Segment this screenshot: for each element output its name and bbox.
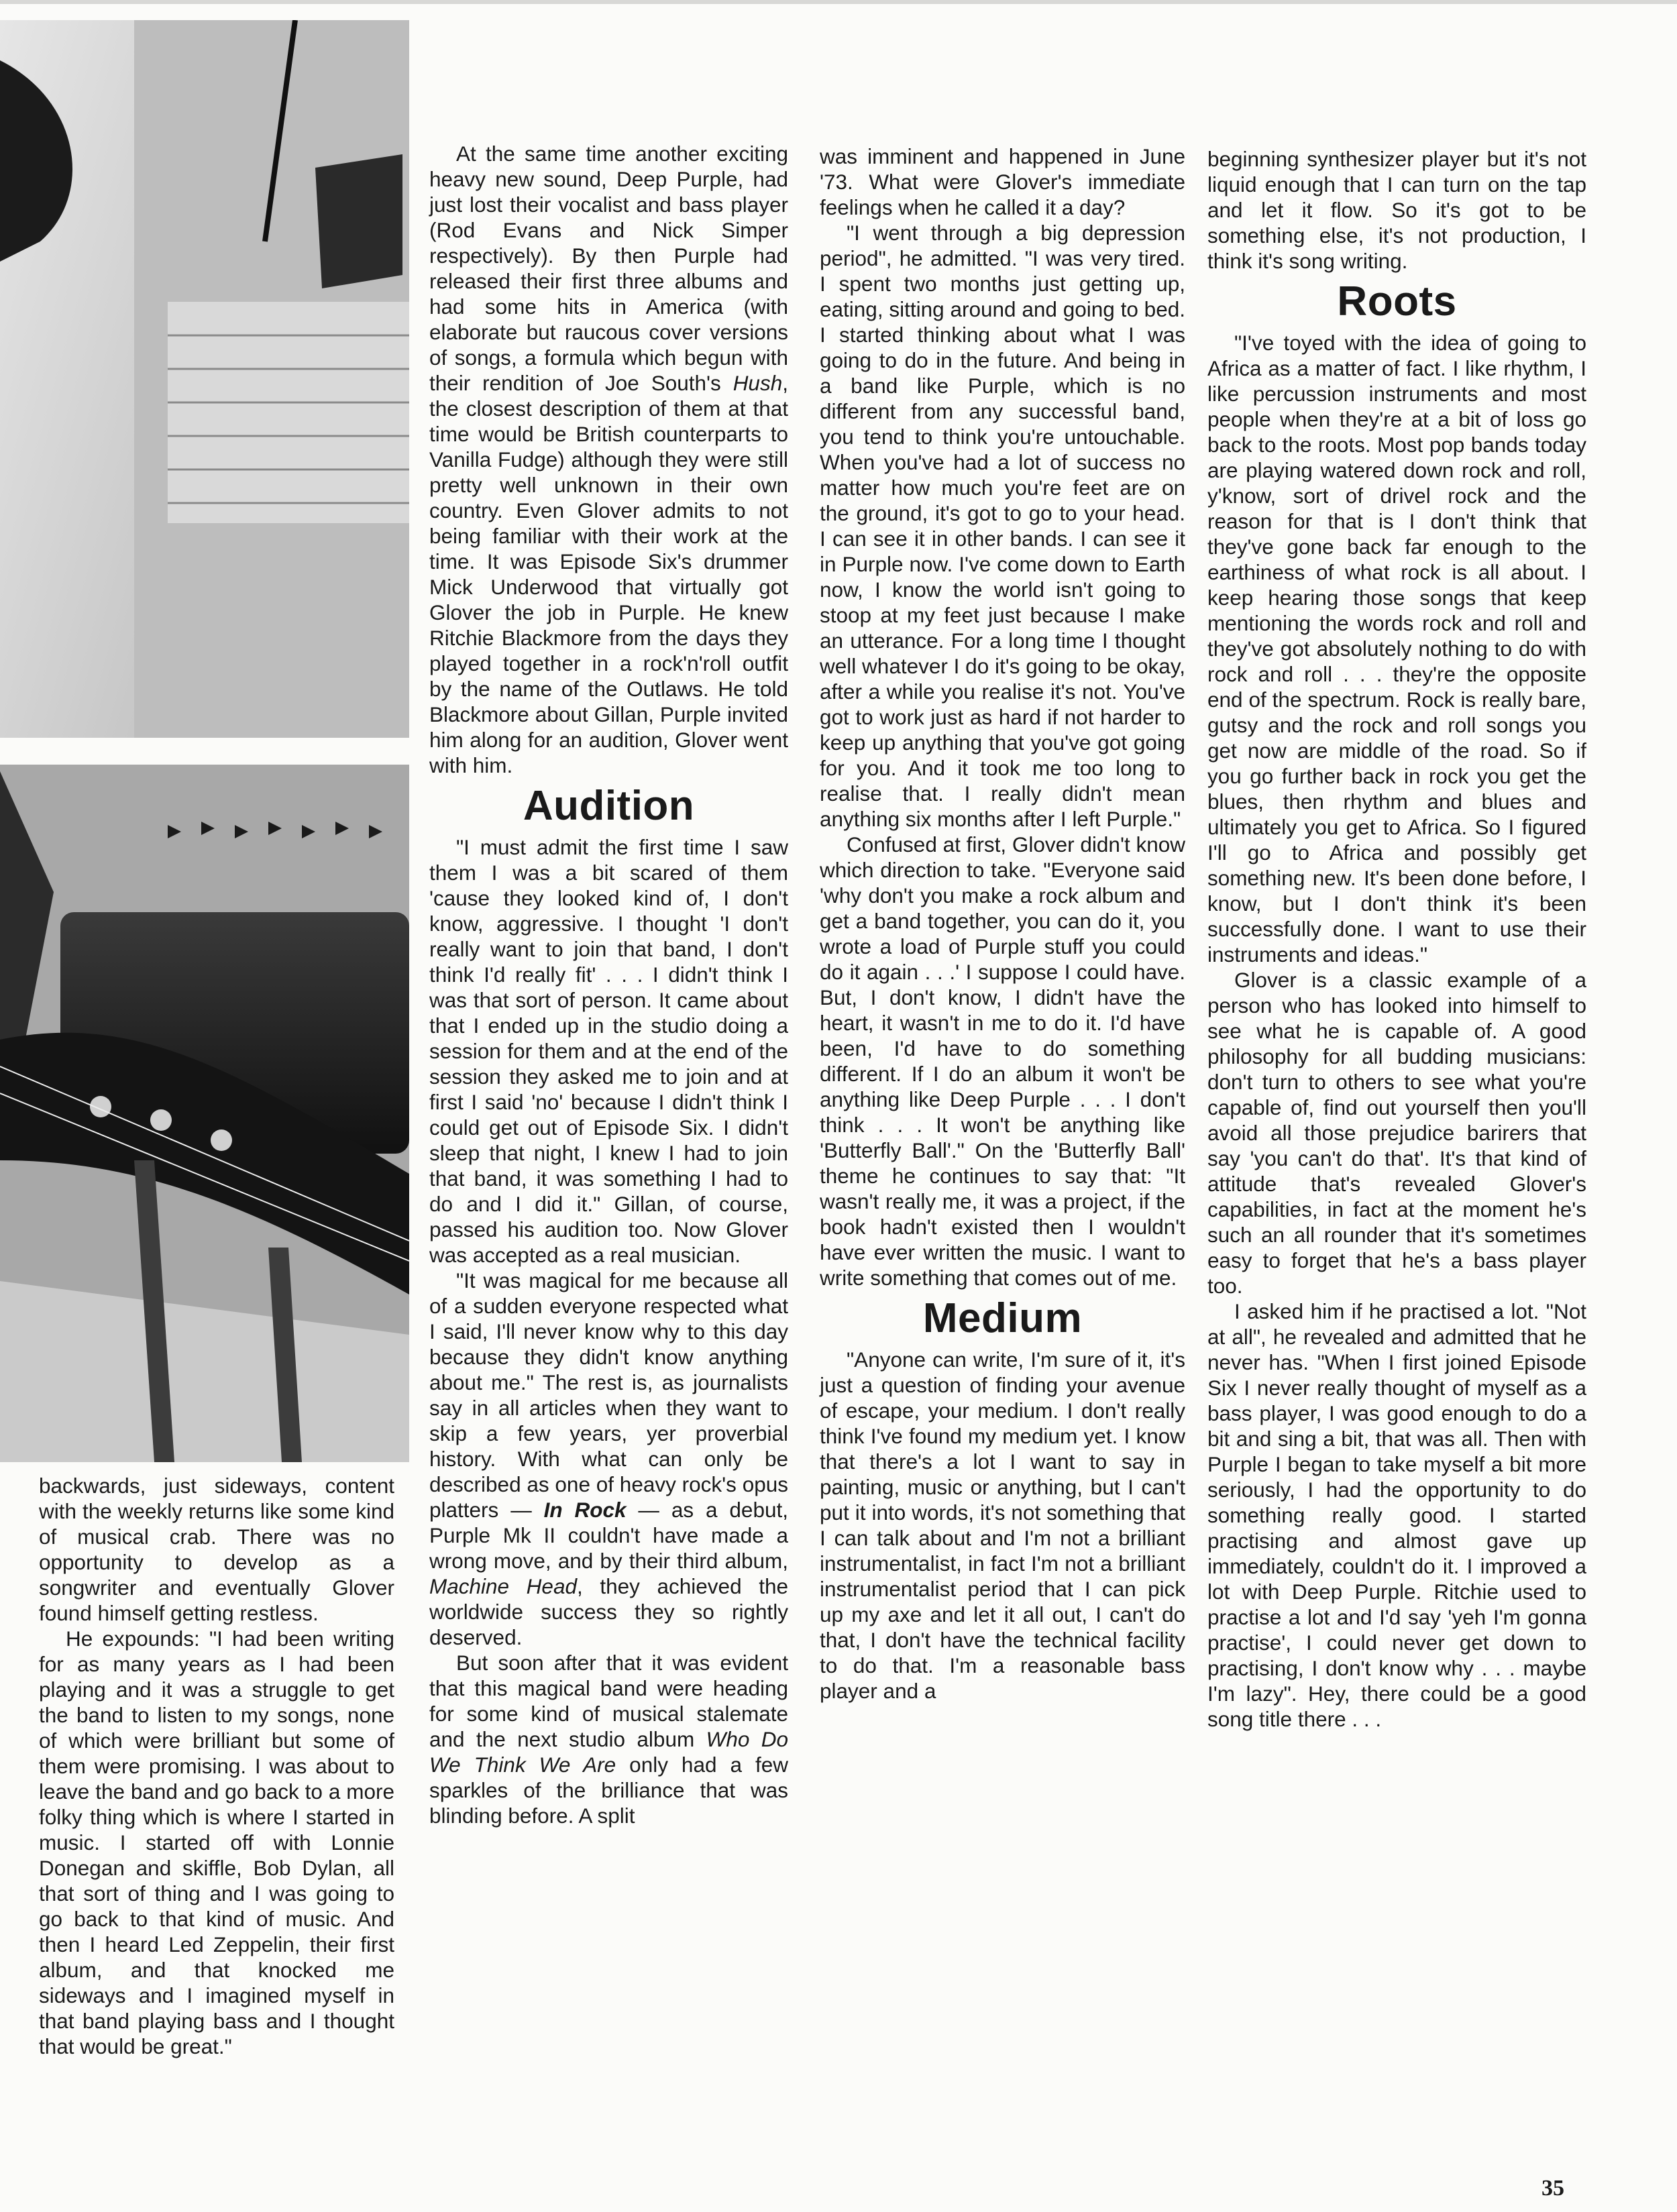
column-3 <box>820 144 1185 1704</box>
paragraph: "Anyone can write, I'm sure of it, it's just a question of finding your avenue of escape, your medium. I don't really think I've found my medium yet. I know that there's a lot I want to say in painting, music or anything, but I can't put it into words, it's not something that I can talk about and I'm not a brilliant instrumentalist, in fact I'm not a brilliant instrumentalist period that I can pick up my axe and let it all out, I can't do that, I don't have the technical facility to do that. I'm a reasonable bass player and a <box>820 1347 1185 1703</box>
paragraph: At the same time another exciting heavy new sound, Deep Purple, had just lost their vocalist and bass player (Rod Evans and Nick Simper respectively). By then Purple had released their first three albums and had some hits in America (with elaborate but raucous cover versions of songs, a formula which begun with their rendition of Joe South's Hush, the closest description of them at that time would be British counterparts to Vanilla Fudge) although they were still pretty well unknown in their own country. Even Glover admits to not being familiar with their work at the time. It was Episode Six's drummer Mick Underwood that virtually got Glover the job in Purple. He knew Ritchie Blackmore from the days they played together in a rock'n'roll outfit by the name of the Outlaws. He told Blackmore about Gillan, Purple invited him along for an audition, Glover went with him. <box>429 142 788 777</box>
paragraph: I asked him if he practised a lot. "Not at all", he revealed and admitted that he never has. "When I first joined Episode Six I never really thought of myself as a bass player, I was good enough to do a bit and sing a bit, that was all. Then with Purple I began to take myself a bit more seriously, I had the opportunity to do something really good. I started practising and almost gave up immediately, couldn't do it. I improved a lot with Deep Purple. Ritchie used to practise a lot and I'd say 'yeh I'm gonna practise', I could never get down to practising, I don't know why . . . maybe I'm lazy". Hey, there could be a good song title there . . . <box>1207 1299 1586 1731</box>
column-2 <box>429 141 788 1828</box>
guitar-headstock-and-amplifier-photo-icon <box>0 20 409 1462</box>
subheading-medium: Medium <box>922 1295 1083 1341</box>
paragraph: "I went through a big depression period", he admitted. "I was very tired. I spent two months just getting up, eating, sitting around and going to bed. I started thinking about what I was going to do in the future. And being in a band like Purple, which is no different from any successful band, you tend to think you're untouchable. When you've had a lot of success no matter how much you're feet are on the ground, it's got to go to your head. I can see it in other bands. I can see it in Purple now. I've come down to Earth now, I know the world isn't going to stoop at my feet just because I make an utterance. For a long time I thought well whatever I do it's going to be okay, after a while you realise it's not. You've got to work just as hard if not harder to keep up anything that you've got going for you. And it took me too long to realise that. I really didn't mean anything six months after I left Purple." <box>820 221 1185 831</box>
paragraph: "I must admit the first time I saw them I was a bit scared of them 'cause they looked kind of, I don't know, aggressive. I thought 'I don't really want to join that band, I don't think I'd really fit' . . . I didn't think I was that sort of person. It came about that I ended up in the studio doing a session for them and at the end of the session they asked me to join and at first I said 'no' because I didn't think I could get out of Episode Six. I didn't sleep that night, I knew I had to join that band, it was something I had to do and I did it." Gillan, of course, passed his audition too. Now Glover was accepted as a real musician. <box>429 835 788 1267</box>
paragraph: Confused at first, Glover didn't know which direction to take. "Everyone said 'why don't you make a rock album and get a band together, you can do it, you wrote a load of Purple stuff you could do it again . . .' I suppose I could have. But, I don't know, I didn't have the heart, it wasn't in me to do it. I'd have been, I'd have to do something different. If I do an album it won't be anything like Deep Purple . . . I don't think . . . It won't be anything like 'Butterfly Ball'." On the 'Butterfly Ball' theme he continues to say that: "It wasn't really me, it was a project, if the book hadn't existed then I wouldn't have ever written the music. I want to write something that comes out of me. <box>820 832 1185 1290</box>
paragraph: "I've toyed with the idea of going to Africa as a matter of fact. I like rhythm, I like percussion instruments and most people when they're at a bit of loss go back to the roots. Most pop bands today are playing watered down rock and roll, y'know, sort of drivel rock and the reason for that is I don't think that they've gone back far enough to the earthiness of what rock is all about. I keep hearing those songs that keep mentioning the words rock and roll and they've got absolutely nothing to do with rock and roll . . . they're the opposite end of the spectrum. Rock is really bare, gutsy and the rock and roll songs you get now are middle of the road. So if you go further back in rock you get the blues, then rhythm and blues and ultimately you get to Africa. So I figured I'll go to Africa and possibly get something new. It's been done before, I know, but I don't think it's been successfully done. I want to use their instruments and ideas." <box>1207 331 1586 966</box>
paragraph: "It was magical for me because all of a sudden everyone respected what I said, I'll never know why to this day because they didn't know anything about me." The rest is, as journalists say in all articles when they want to skip a few years, yer proverbial history. With what can only be described as one of heavy rock's opus platters — In Rock — as a debut, Purple Mk II couldn't have made a wrong move, and by their third album, Machine Head, they achieved the worldwide success they so rightly deserved. <box>429 1268 788 1649</box>
paragraph: Glover is a classic example of a person who has looked into himself to see what he is capable of. A good philosophy for all budding musicians: don't turn to others to see what you're capable of, find out yourself then you'll avoid all those prejudice barirers that say 'you can't do that'. It's that kind of attitude that's revealed Glover's capabilities, in fact at the moment he's such an all rounder that it's sometimes easy to forget that he's a bass player too. <box>1207 968 1586 1298</box>
band-photo <box>0 20 409 1462</box>
subheading-audition: Audition <box>523 783 695 829</box>
column-1 <box>39 1473 394 2059</box>
paragraph: He expounds: "I had been writing for as many years as I had been playing and it was a struggle to get the band to listen to my songs, none of which were brilliant but some of them were promising. I was about to leave the band and go back to a more folky thing which is where I started in music. I started off with Lonnie Donegan and skiffle, Bob Dylan, all that sort of thing and I was going to go back to that kind of music. And then I heard Led Zeppelin, their first album, and that knocked me sideways and I imagined myself in that band playing bass and I thought that would be great." <box>39 1626 394 2058</box>
paragraph: beginning synthesizer player but it's not liquid enough that I can turn on the tap and let it flow. So it's got to be something else, it's not production, I think it's song writing. <box>1207 147 1586 273</box>
paragraph: But soon after that it was evident that this magical band were heading for some kind of musical stalemate and the next studio album Who Do We Think We Are only had a few sparkles of the brilliance that was blinding before. A split <box>429 1651 788 1828</box>
subheading-roots: Roots <box>1337 278 1457 325</box>
paragraph: backwards, just sideways, content with the weekly returns like some kind of musical crab. There was no opportunity to develop as a songwriter and eventually Glover found himself getting restless. <box>39 1474 394 1625</box>
column-4 <box>1207 146 1586 1732</box>
top-rule <box>0 0 1677 4</box>
page-number: 35 <box>1541 2176 1564 2201</box>
paragraph: was imminent and happened in June '73. What were Glover's immediate feelings when he called it a day? <box>820 144 1185 219</box>
